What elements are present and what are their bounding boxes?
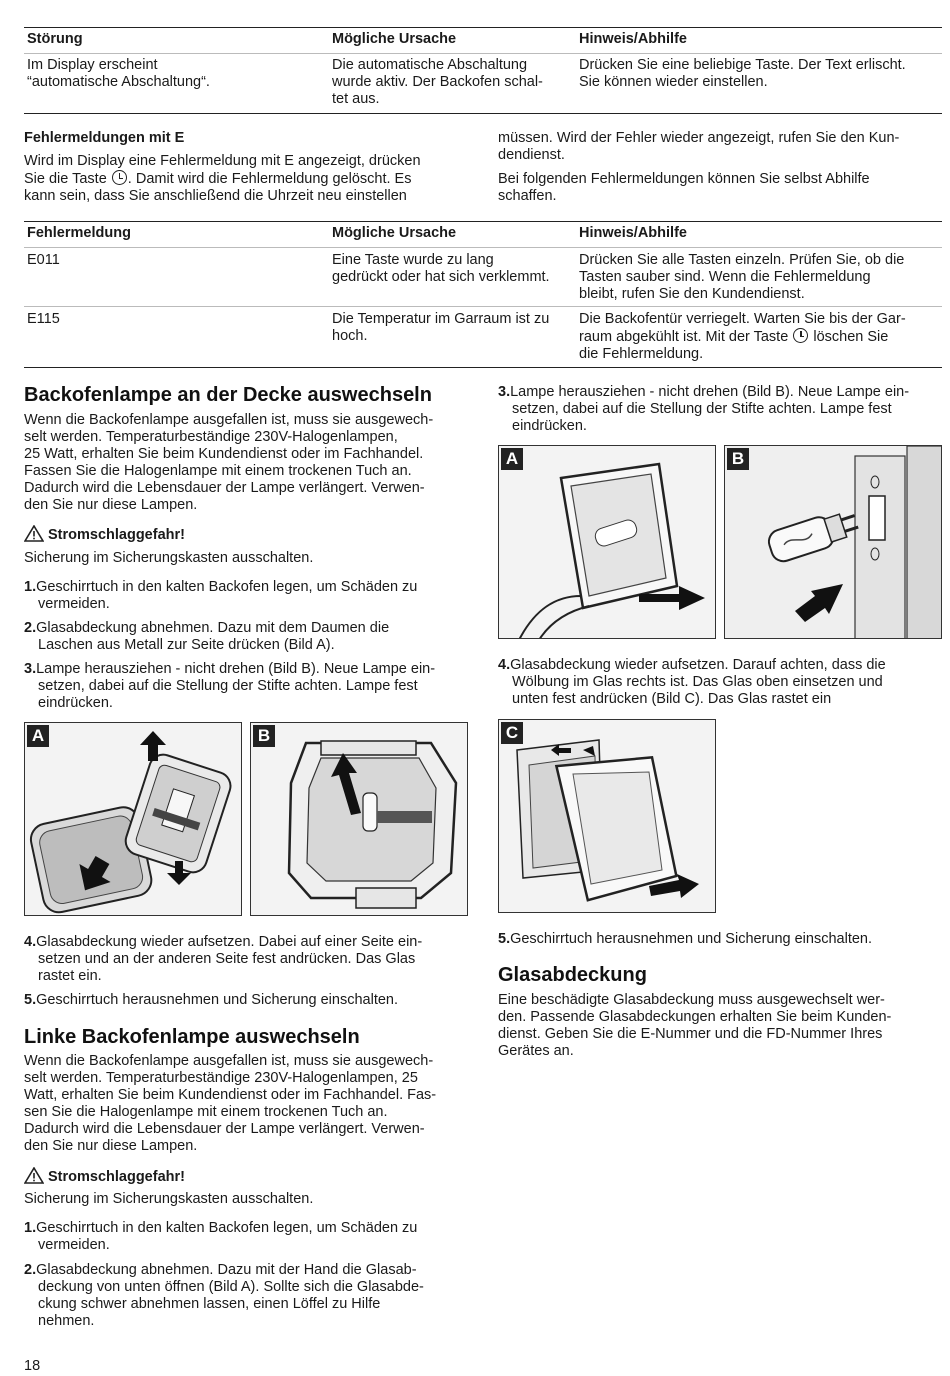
- table1-cell-abhilfe: Drücken Sie eine beliebige Taste. Der Text erlischt. Sie können wieder einstellen.: [579, 57, 906, 90]
- section3-title: Glasabdeckung: [498, 964, 647, 986]
- section1-intro: Wenn die Backofenlampe ausgefallen ist, muss sie ausgewech- selt werden. Temperaturbeständige 230V-Halogenlampen, 25 Watt, erhalten Sie beim Kundendienst oder im Fachhandel. Fassen Sie die Halogenlampe mit einem trockenen Tuch an. Dadurch wird die Lebensdauer der Lampe verlängert. Verwen- den Sie nur diese Lampen.: [24, 412, 434, 513]
- section1-warning-text: Sicherung im Sicherungskasten ausschalten.: [24, 550, 314, 566]
- table2-row1-cause: Eine Taste wurde zu lang gedrückt oder hat sich verklemmt.: [332, 252, 550, 285]
- errors-left-text: Wird im Display eine Fehlermeldung mit E angezeigt, drücken Sie die Taste . Damit wird die Fehlermeldung gelöscht. Es kann sein, dass Sie anschließend die Uhrzeit neu einstellen: [24, 153, 421, 204]
- section1-step-3: 3.Lampe herausziehen - nicht drehen (Bild B). Neue Lampe ein- setzen, dabei auf die Stellung der Stifte achten. Lampe fest eindrücken.: [24, 661, 436, 711]
- figure-section1-a: [24, 722, 242, 916]
- section2-step-1: 1.Geschirrtuch in den kalten Backofen legen, um Schäden zu vermeiden.: [24, 1220, 418, 1253]
- figure-section2-b: [724, 445, 942, 639]
- section2-warning-text: Sicherung im Sicherungskasten ausschalten.: [24, 1191, 314, 1207]
- table1-top-rule: [24, 27, 942, 28]
- figure-section2-a: [498, 445, 716, 639]
- warning-triangle-icon: [24, 525, 44, 542]
- table2-row1-code: E011: [27, 252, 60, 268]
- table1-cell-stoerung: Im Display erscheint “automatische Abschaltung“.: [27, 57, 210, 90]
- figure-section2-c: [498, 719, 716, 913]
- table2-header-rule: [24, 247, 942, 248]
- section2-step-3: 3.Lampe herausziehen - nicht drehen (Bild B). Neue Lampe ein- setzen, dabei auf die Stellung der Stifte achten. Lampe fest eindrücken.: [498, 384, 910, 434]
- figure-label: B: [253, 725, 275, 747]
- section2-warning: Stromschlaggefahr!: [24, 1167, 185, 1186]
- table1-bottom-rule: [24, 113, 942, 114]
- table2-header-abhilfe: Hinweis/Abhilfe: [579, 225, 687, 241]
- figure-section1-b: [250, 722, 468, 916]
- page-number: 18: [24, 1358, 41, 1374]
- table2-top-rule: [24, 221, 942, 222]
- table1-header-ursache: Mögliche Ursache: [332, 31, 457, 47]
- errors-right-text-2: Bei folgenden Fehlermeldungen können Sie selbst Abhilfe schaffen.: [498, 171, 870, 204]
- lamp-extraction-illustration: [251, 723, 468, 916]
- table2-row2-code: E115: [27, 311, 60, 327]
- section2-step-2: 2.Glasabdeckung abnehmen. Dazu mit der Hand die Glasab- deckung von unten öffnen (Bild A). Sollte sich die Glasabde- ckung schwer abnehmen lassen, einen Löffel zu Hilfe nehmen.: [24, 1262, 424, 1329]
- section1-step-1: 1.Geschirrtuch in den kalten Backofen legen, um Schäden zu vermeiden.: [24, 579, 418, 612]
- table2-row1-fix: Drücken Sie alle Tasten einzeln. Prüfen Sie, ob die Tasten sauber sind. Wenn die Fehlermeldung bleibt, rufen Sie den Kundendienst.: [579, 252, 905, 302]
- figure-label: B: [727, 448, 749, 470]
- section1-step-5: 5.Geschirrtuch herausnehmen und Sicherung einschalten.: [24, 992, 399, 1008]
- halogen-lamp-replacement-illustration: [725, 446, 942, 639]
- section2-step-5: 5.Geschirrtuch herausnehmen und Sicherung einschalten.: [498, 931, 873, 947]
- table2-row-rule: [24, 306, 942, 307]
- section3-text: Eine beschädigte Glasabdeckung muss ausgewechselt wer- den. Passende Glasabdeckungen erhalten Sie beim Kunden- dienst. Geben Sie die E-Nummer und die FD-Nummer Ihres Gerätes an.: [498, 992, 892, 1059]
- table2-bottom-rule: [24, 367, 942, 368]
- errors-right-text-1: müssen. Wird der Fehler wieder angezeigt, rufen Sie den Kun- dendienst.: [498, 130, 900, 163]
- section2-intro: Wenn die Backofenlampe ausgefallen ist, muss sie ausgewech- selt werden. Temperaturbeständige 230V-Halogenlampen, 25 Watt, erhalten Sie beim Kundendienst oder im Fachhandel. Fas- sen Sie die Halogenlampe mit einem trockenen Tuch an. Dadurch wird die Lebensdauer der Lampe verlängert. Verwen- den Sie nur diese Lampen.: [24, 1053, 437, 1154]
- figure-label: C: [501, 722, 523, 744]
- figure-label: A: [27, 725, 49, 747]
- section1-warning: Stromschlaggefahr!: [24, 525, 185, 544]
- warning-triangle-icon: [24, 1167, 44, 1184]
- clock-icon: [112, 170, 127, 185]
- glass-cover-opening-illustration: [499, 446, 716, 639]
- table2-row2-fix: Die Backofentür verriegelt. Warten Sie bis der Gar- raum abgekühlt ist. Mit der Taste löschen Sie die Fehlermeldung.: [579, 311, 906, 362]
- table2-header-ursache: Mögliche Ursache: [332, 225, 457, 241]
- table1-header-rule: [24, 53, 942, 54]
- section2-title: Linke Backofenlampe auswechseln: [24, 1026, 360, 1048]
- table2-row2-cause: Die Temperatur im Garraum ist zu hoch.: [332, 311, 550, 344]
- glass-cover-reinsertion-illustration: [499, 720, 716, 913]
- section2-step-4: 4.Glasabdeckung wieder aufsetzen. Darauf achten, dass die Wölbung im Glas rechts ist. Das Glas oben einsetzen und unten fest andrücken (Bild C). Das Glas rastet ein: [498, 657, 886, 707]
- lamp-cover-removal-illustration: [25, 723, 242, 916]
- section1-step-4: 4.Glasabdeckung wieder aufsetzen. Dabei auf einer Seite ein- setzen und an der anderen Seite fest andrücken. Das Glas rastet ein.: [24, 934, 423, 984]
- table1-header-stoerung: Störung: [27, 31, 83, 47]
- section1-step-2: 2.Glasabdeckung abnehmen. Dazu mit dem Daumen die Laschen aus Metall zur Seite drücken (Bild A).: [24, 620, 390, 653]
- table1-header-abhilfe: Hinweis/Abhilfe: [579, 31, 687, 47]
- table1-cell-ursache: Die automatische Abschaltung wurde aktiv. Der Backofen schal- tet aus.: [332, 57, 543, 107]
- figure-label: A: [501, 448, 523, 470]
- table2-header-fehlermeldung: Fehlermeldung: [27, 225, 131, 241]
- errors-heading: Fehlermeldungen mit E: [24, 130, 185, 146]
- section1-title: Backofenlampe an der Decke auswechseln: [24, 384, 432, 406]
- clock-icon: [793, 328, 808, 343]
